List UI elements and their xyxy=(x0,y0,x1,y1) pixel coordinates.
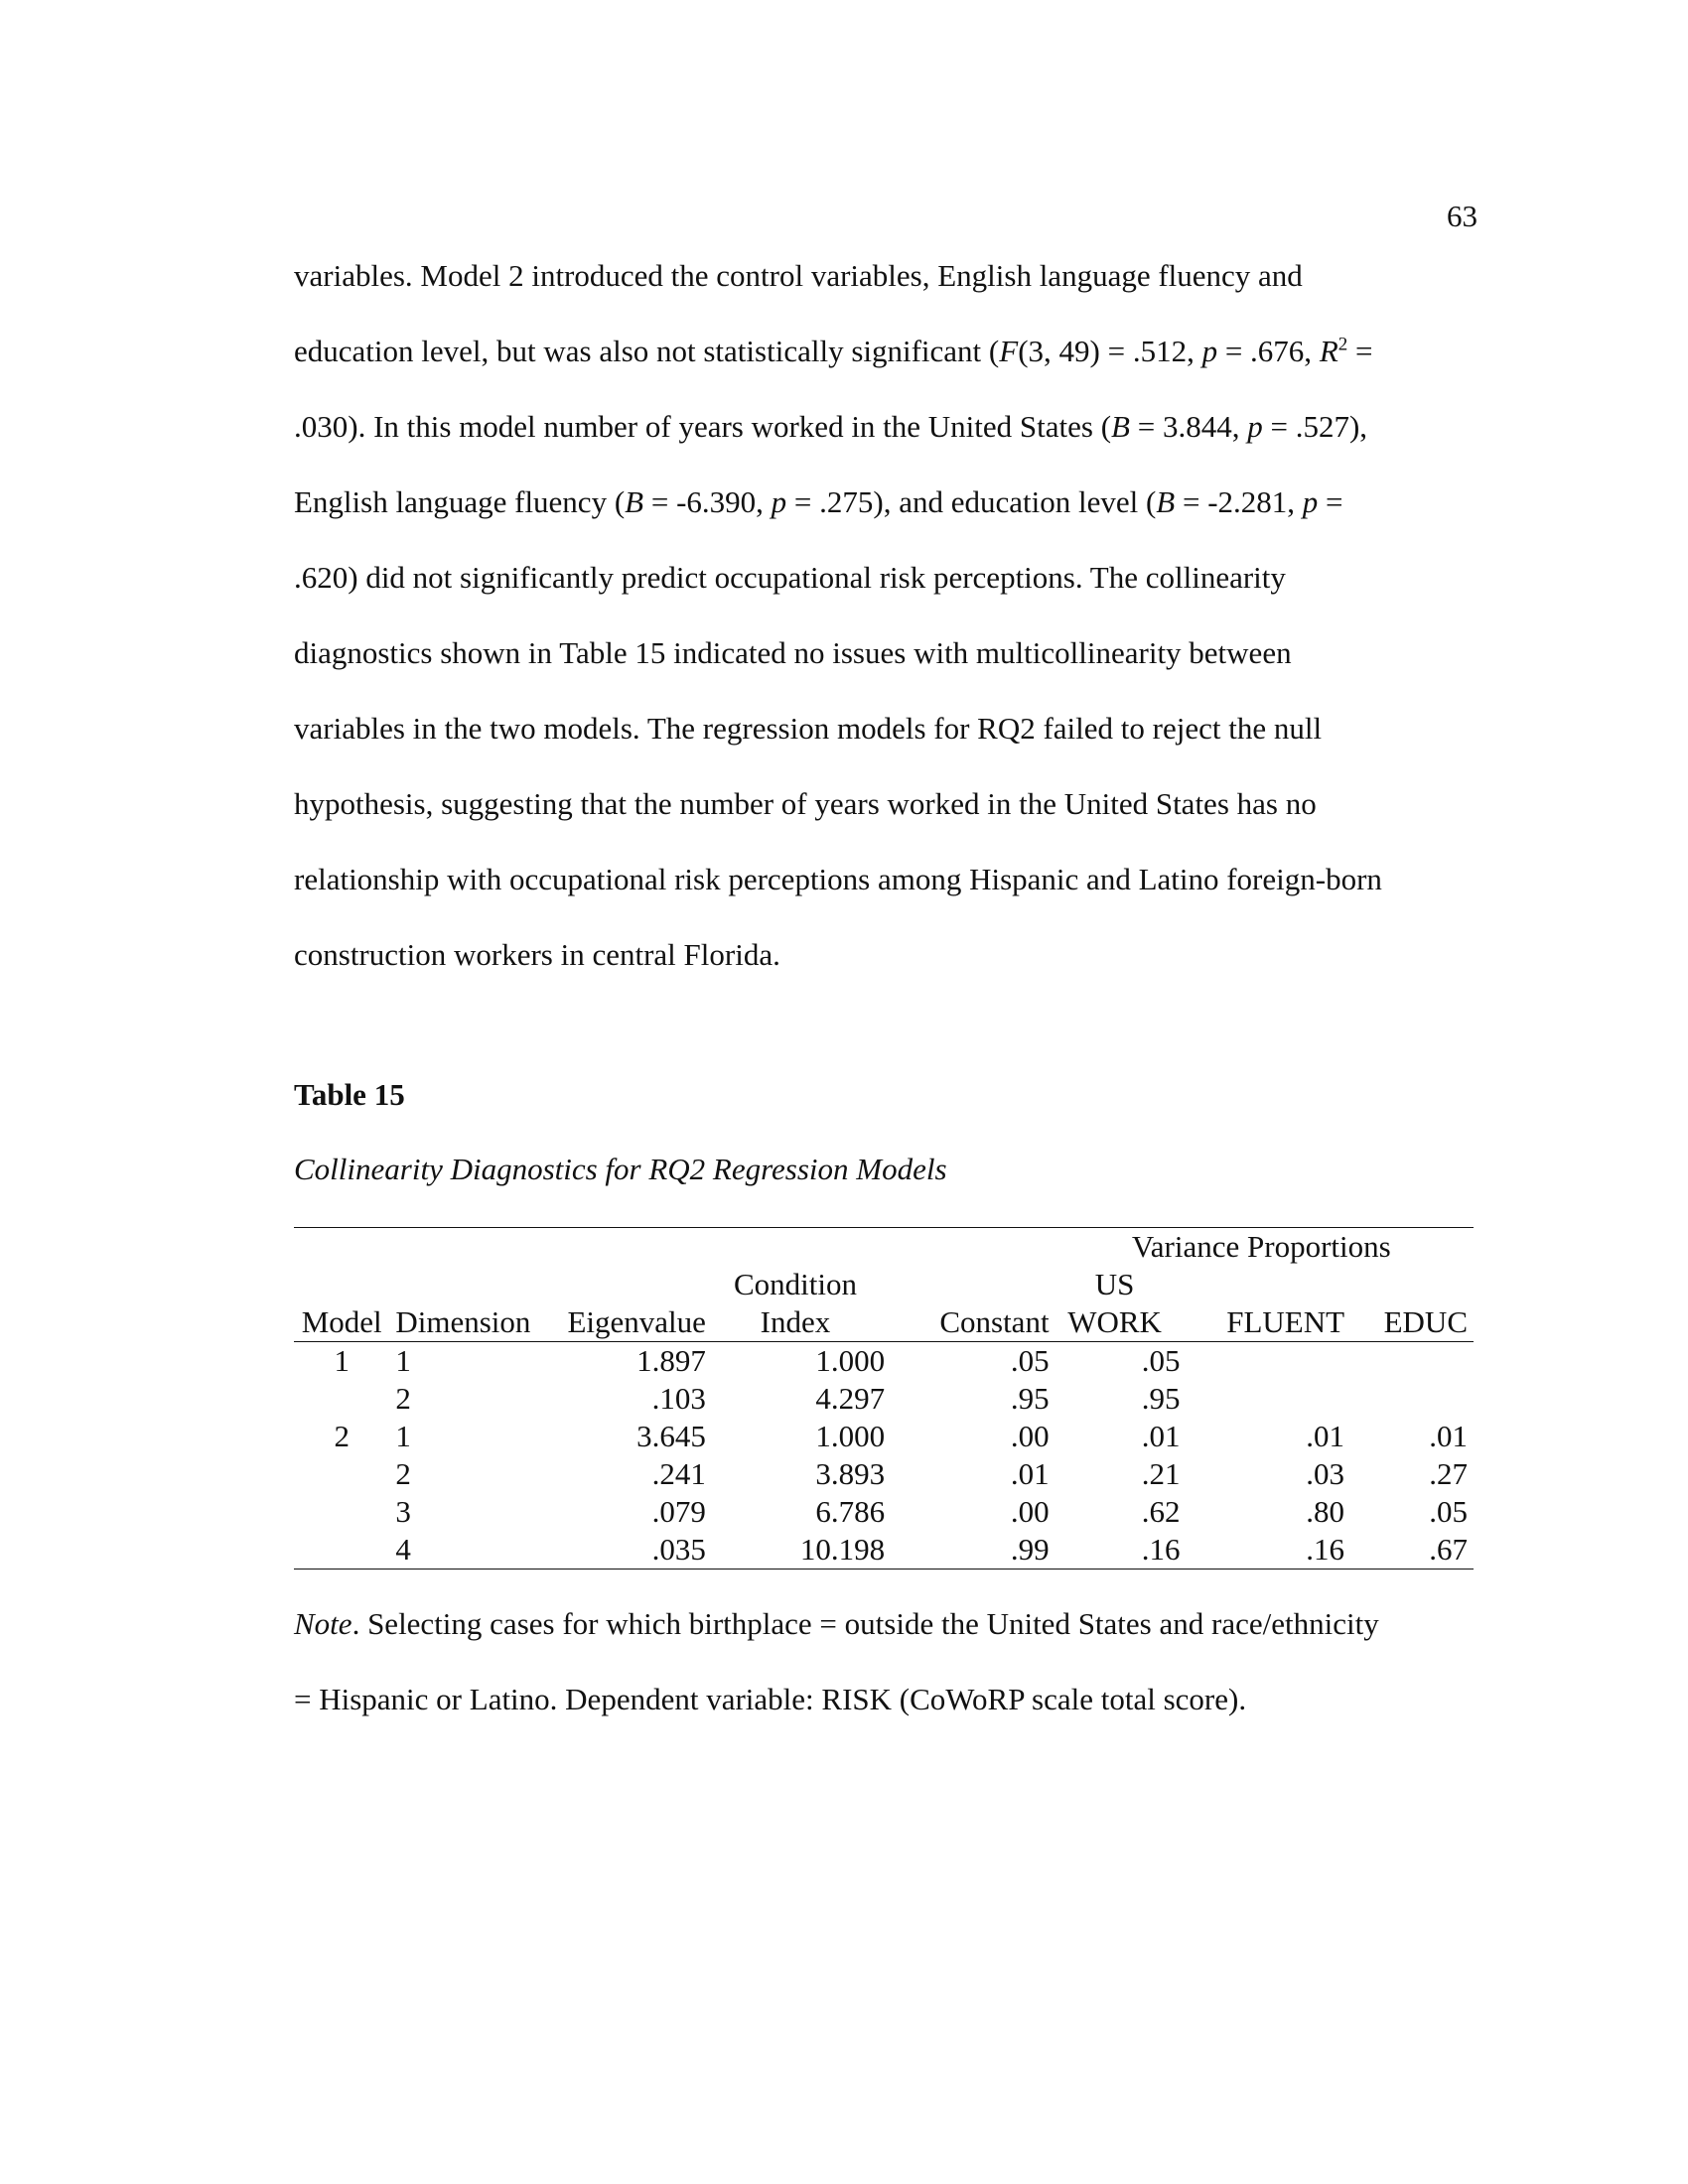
paragraph-line: hypothesis, suggesting that the number of years worked in the United States has no xyxy=(294,786,1317,821)
body-paragraph xyxy=(294,238,1474,993)
header-educ: EDUC xyxy=(1344,1303,1474,1342)
header-index: Index xyxy=(706,1303,885,1342)
paragraph-line: variables in the two models. The regression models for RQ2 failed to reject the null xyxy=(294,711,1323,746)
header-eigenvalue: Eigenvalue xyxy=(537,1303,706,1342)
table-row: 3 .079 6.786 .00 .62 .80 .05 xyxy=(395,1494,1468,1529)
note-label: Note xyxy=(294,1606,352,1641)
table-row: 2 .103 4.297 .95 .95 xyxy=(395,1381,1181,1416)
table-row: 4 .035 10.198 .99 .16 .16 .67 xyxy=(294,1531,1474,1570)
note-line: Note. Selecting cases for which birthplace = outside the United States and race/ethnicity xyxy=(294,1606,1379,1641)
page-number: 63 xyxy=(1447,199,1477,233)
table-row: 2 1 3.645 1.000 .00 .01 .01 .01 xyxy=(334,1419,1468,1453)
paragraph-line: .620) did not significantly predict occupational risk perceptions. The collinearity xyxy=(294,560,1286,595)
header-constant: Constant xyxy=(885,1303,1050,1342)
header-condition: Condition xyxy=(733,1267,857,1301)
header-variance-proportions: Variance Proportions xyxy=(1050,1228,1474,1267)
table-row: 1 1 1.897 1.000 .05 .05 xyxy=(334,1343,1181,1378)
note-line: = Hispanic or Latino. Dependent variable: RISK (CoWoRP scale total score). xyxy=(294,1682,1247,1716)
table-row: 2 .241 3.893 .01 .21 .03 .27 xyxy=(395,1456,1468,1491)
collinearity-table xyxy=(294,1227,1474,1570)
paragraph-line: English language fluency (B = -6.390, p = .275), and education level (B = -2.281, p = xyxy=(294,484,1343,519)
header-work: WORK xyxy=(1050,1303,1181,1342)
paragraph-line: construction workers in central Florida. xyxy=(294,937,780,972)
paragraph-line: relationship with occupational risk perceptions among Hispanic and Latino foreign-born xyxy=(294,862,1382,896)
header-model: Model xyxy=(294,1303,389,1342)
header-us: US xyxy=(1094,1267,1135,1301)
paragraph-line: .030). In this model number of years worked in the United States (B = 3.844, p = .527), xyxy=(294,409,1368,444)
header-dimension: Dimension xyxy=(389,1303,537,1342)
table-caption: Collinearity Diagnostics for RQ2 Regression Models xyxy=(294,1152,947,1186)
paragraph-line: variables. Model 2 introduced the control variables, English language fluency and xyxy=(294,258,1303,293)
header-fluent: FLUENT xyxy=(1181,1303,1345,1342)
paragraph-line: diagnostics shown in Table 15 indicated no issues with multicollinearity between xyxy=(294,635,1292,670)
table-label: Table 15 xyxy=(294,1077,405,1112)
paragraph-line: education level, but was also not statistically significant (F(3, 49) = .512, p = .676, $R^2$ = xyxy=(294,334,1373,368)
table-note xyxy=(294,1586,1474,1737)
